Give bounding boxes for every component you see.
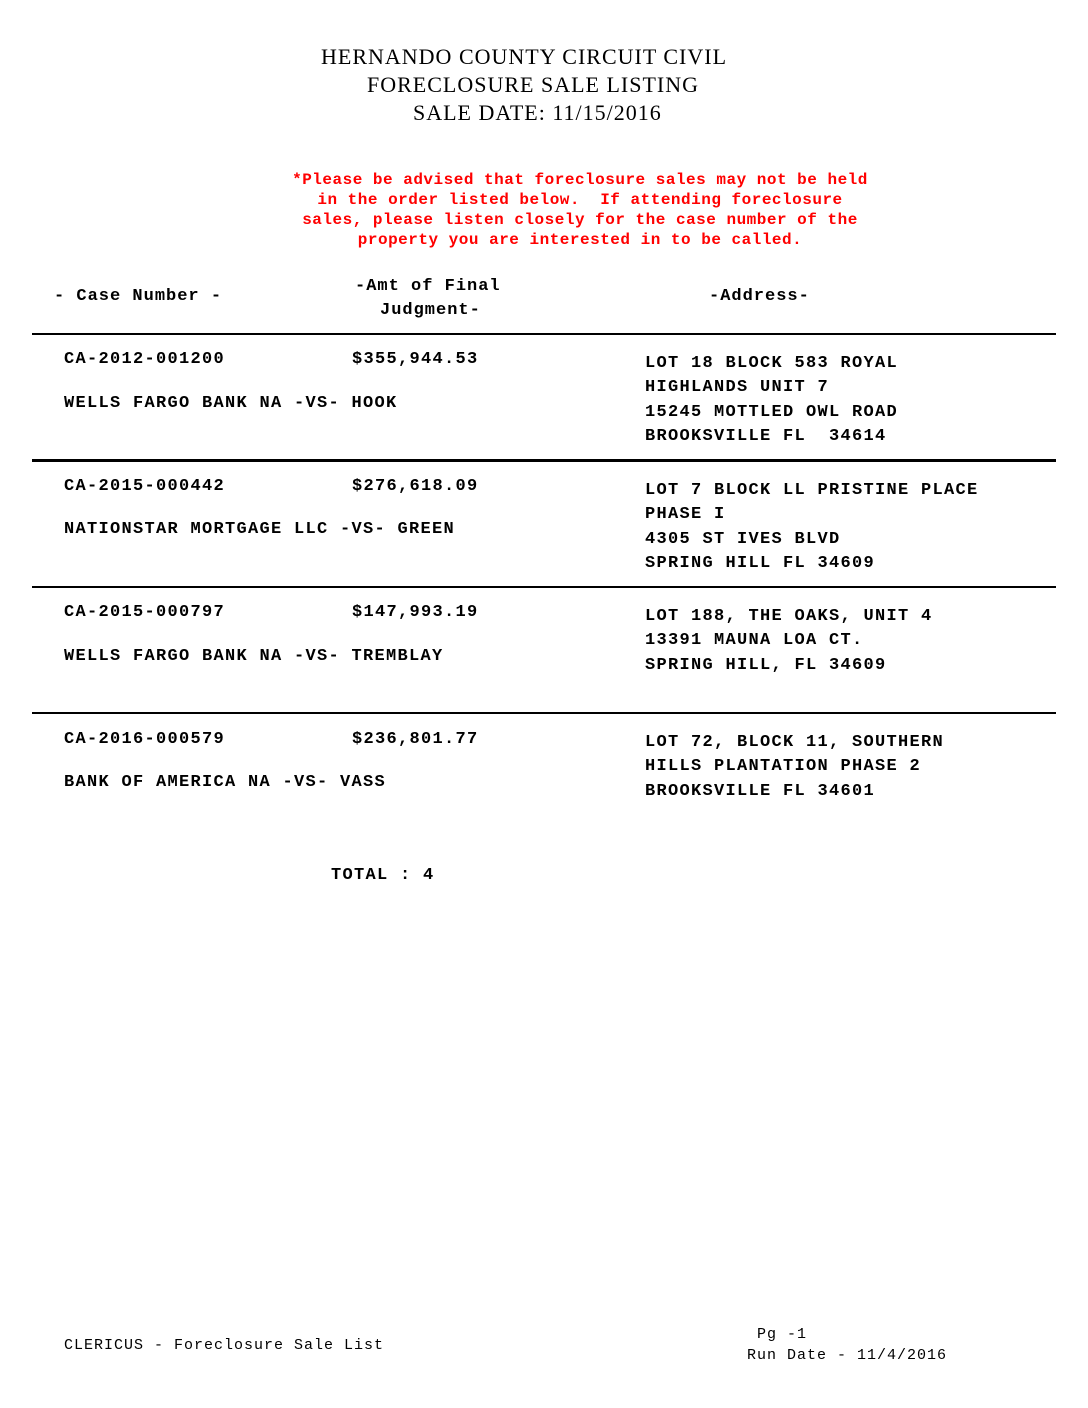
address-line: 13391 MAUNA LOA CT. (645, 631, 864, 651)
case-parties: WELLS FARGO BANK NA -VS- TREMBLAY (64, 647, 444, 666)
case-number: CA-2012-001200 (64, 350, 226, 369)
run-date: Run Date - 11/4/2016 (747, 1347, 948, 1364)
address-line: 15245 MOTTLED OWL ROAD (645, 402, 899, 422)
notice-line: sales, please listen closely for the case number of the (302, 211, 858, 229)
page-number: Pg -1 (757, 1326, 808, 1343)
address-line: PHASE I (645, 505, 726, 525)
sale-order-notice (230, 170, 930, 250)
judgment-amount: $236,801.77 (352, 730, 479, 749)
case-number: CA-2016-000579 (64, 730, 226, 749)
address-line: HIGHLANDS UNIT 7 (645, 378, 830, 398)
property-address (645, 352, 898, 449)
address-line: SPRING HILL, FL 34609 (645, 655, 887, 675)
column-header-case-number: - Case Number - (54, 287, 223, 306)
report-subtitle: FORECLOSURE SALE LISTING (367, 72, 700, 97)
sale-date: SALE DATE: 11/15/2016 (413, 100, 662, 125)
address-line: LOT 188, THE OAKS, UNIT 4 (645, 607, 933, 626)
property-address (645, 731, 944, 804)
judgment-amount: $355,944.53 (352, 350, 479, 369)
header-divider (32, 333, 1056, 335)
record-divider (32, 712, 1056, 714)
judgment-amount: $147,993.19 (352, 603, 479, 622)
record-divider (32, 586, 1056, 588)
address-line: LOT 18 BLOCK 583 ROYAL (645, 354, 899, 373)
column-header-amount: -Amt of Final (355, 277, 501, 296)
report-title: HERNANDO COUNTY CIRCUIT CIVIL (321, 44, 728, 69)
column-header-address: -Address- (709, 287, 810, 306)
property-address (645, 605, 933, 678)
case-number: CA-2015-000797 (64, 603, 226, 622)
record-divider (32, 459, 1056, 462)
notice-line: in the order listed below. If attending foreclosure (317, 191, 843, 209)
notice-line: *Please be advised that foreclosure sales may not be held (292, 171, 868, 189)
address-line: LOT 72, BLOCK 11, SOUTHERN (645, 733, 945, 752)
property-address (645, 479, 979, 576)
judgment-amount: $276,618.09 (352, 477, 479, 496)
address-line: BROOKSVILLE FL 34614 (645, 426, 887, 446)
total-count: TOTAL : 4 (331, 866, 435, 885)
address-line: SPRING HILL FL 34609 (645, 553, 876, 573)
footer-system-name: CLERICUS - Foreclosure Sale List (64, 1337, 385, 1354)
case-parties: WELLS FARGO BANK NA -VS- HOOK (64, 394, 398, 413)
column-header-amount-line2: Judgment- (380, 301, 481, 320)
case-parties: NATIONSTAR MORTGAGE LLC -VS- GREEN (64, 520, 456, 539)
notice-line: property you are interested in to be called. (357, 231, 803, 249)
address-line: BROOKSVILLE FL 34601 (645, 781, 876, 801)
address-line: LOT 7 BLOCK LL PRISTINE PLACE (645, 481, 979, 500)
address-line: HILLS PLANTATION PHASE 2 (645, 757, 922, 777)
address-line: 4305 ST IVES BLVD (645, 529, 841, 549)
case-number: CA-2015-000442 (64, 477, 226, 496)
case-parties: BANK OF AMERICA NA -VS- VASS (64, 773, 387, 792)
